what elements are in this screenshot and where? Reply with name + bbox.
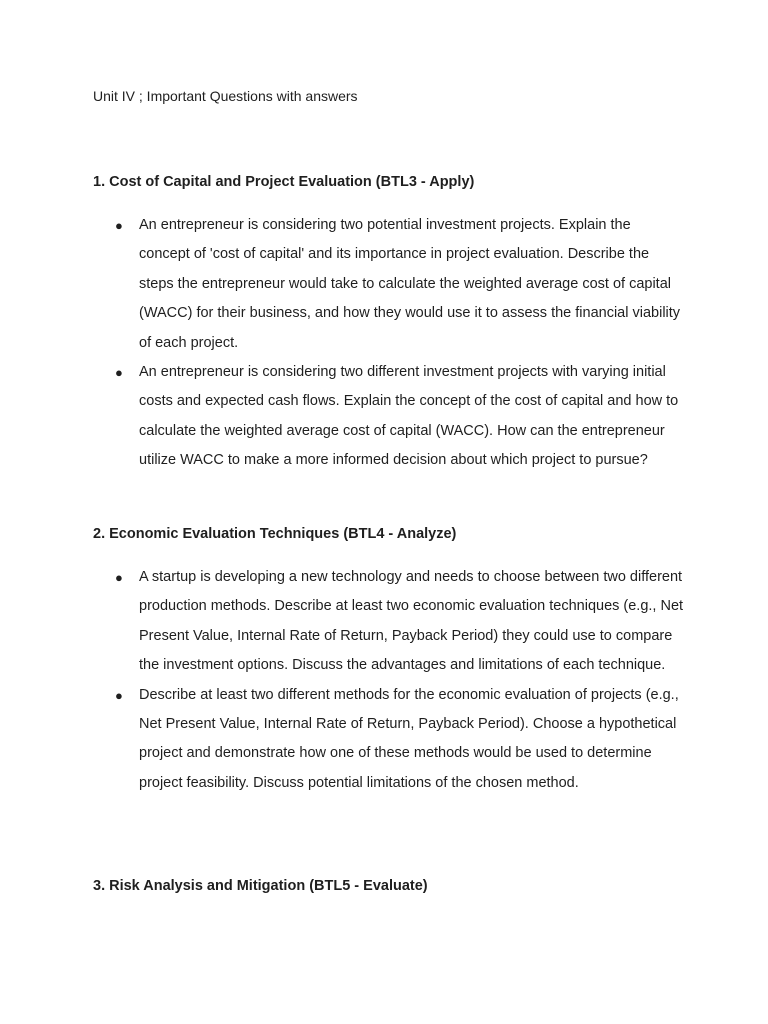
bullet-text: An entrepreneur is considering two different investment projects with varying initial costs and expected cash flows. Explain the concept of the cost of capital and how to calculate the weighted average cost of capital (WACC). How can the entrepreneur utilize WACC to make a more informed decision about which project to pursue? <box>139 364 679 469</box>
bullet-text: Describe at least two different methods for the economic evaluation of projects (e.g., Net Present Value, Internal Rate of Return, Payback Period). Choose a hypothetical project and demonstrate how one of these methods would be used to determine project feasibility. Discuss potential limitations of the chosen method. <box>139 686 679 791</box>
section-2-heading: 2. Economic Evaluation Techniques (BTL4 - Analyze) <box>93 526 457 542</box>
document-title: Unit IV ; Important Questions with answers <box>93 88 358 104</box>
bullet-icon: ● <box>115 218 123 233</box>
section-2-bullet-list <box>0 563 768 798</box>
list-item <box>0 563 684 681</box>
bullet-text: A startup is developing a new technology and needs to choose between two different production methods. Describe at least two economic evaluation techniques (e.g., Net Present Value, Internal Rate of Return, Payback Period) they could use to compare the investment options. Discuss the advantages and limitations of each technique. <box>139 569 684 674</box>
list-item <box>0 681 684 799</box>
bullet-icon: ● <box>115 687 123 703</box>
list-item <box>0 211 684 358</box>
bullet-icon: ● <box>115 365 123 381</box>
section-1-heading: 1. Cost of Capital and Project Evaluation (BTL3 - Apply) <box>93 174 475 190</box>
section-3-heading: 3. Risk Analysis and Mitigation (BTL5 - Evaluate) <box>93 878 428 894</box>
bullet-text: An entrepreneur is considering two potential investment projects. Explain the concept of 'cost of capital' and its importance in project evaluation. Describe the steps the entrepreneur would take to calculate the weighted average cost of capital (WACC) for their business, and how they would use it to assess the financial viability of each project. <box>139 217 681 351</box>
section-1-bullet-list <box>0 211 768 476</box>
list-item <box>0 358 684 476</box>
bullet-icon: ● <box>115 570 123 585</box>
